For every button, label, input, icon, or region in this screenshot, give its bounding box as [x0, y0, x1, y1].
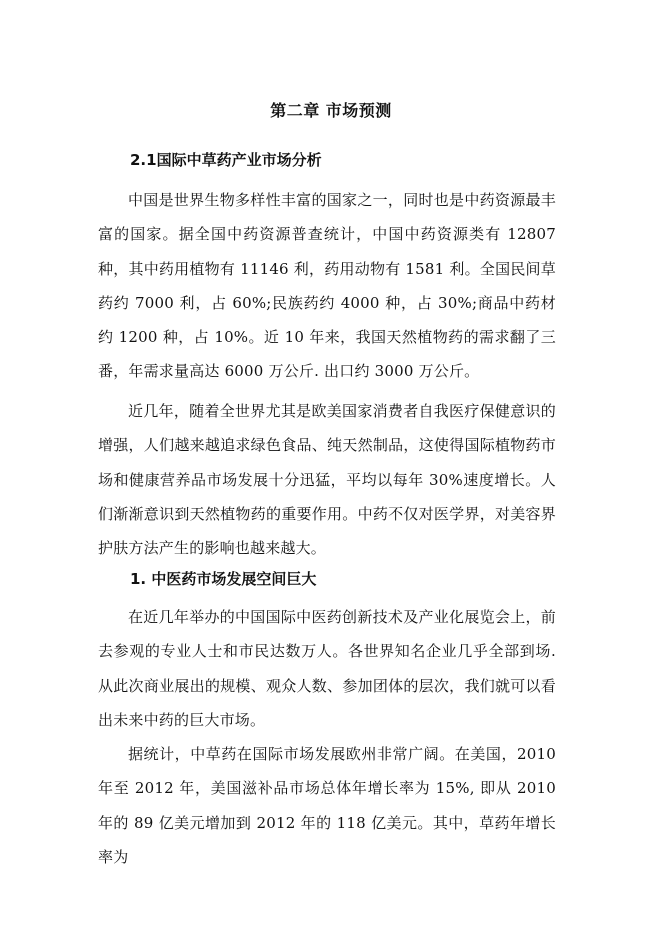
paragraph-statistics: 据统计，中草药在国际市场发展欧州非常广阔。在美国，2010 年至 2012 年，美国滋补品市场总体年增长率为 15%, 即从 2010 年的 89 亿美元增加到 2012 年的 118 亿美元。其中，草药年增长率为 — [98, 745, 556, 866]
chapter-title: 第二章 市场预测 — [270, 101, 392, 120]
paragraph-market-growth: 近几年，随着全世界尤其是欧美国家消费者自我医疗保健意识的增强，人们越来越追求绿色食品、纯天然制品，这使得国际植物药市场和健康营养品市场发展十分迅猛，平均以每年 30%速度增长。人们渐渐意识到天然植物药的重要作用。中药不仅对医学界，对美容界护肤方法产生的影响也越来越大。 — [98, 402, 556, 558]
subsection-title: 1. 中医药市场发展空间巨大 — [130, 570, 317, 588]
paragraph-resources: 中国是世界生物多样性丰富的国家之一，同时也是中药资源最丰富的国家。据全国中药资源普查统计，中国中药资源类有 12807 种，其中药用植物有 11146 利，药用动物有 1581 利。全国民间草药约 7000 利，占 60%;民族药约 4000 种，占 30%;商品中药材约 1200 种，占 10%。近 10 年来，我国天然植物药的需求翻了三番，年需求量高达 6000 万公斤. 出口约 3000 万公斤。 — [98, 191, 556, 381]
section-title: 2.1国际中草药产业市场分析 — [130, 151, 322, 169]
paragraph-expo: 在近几年举办的中国国际中医药创新技术及产业化展览会上，前去参观的专业人士和市民达数万人。各世界知名企业几乎全部到场. 从此次商业展出的规模、观众人数、参加团体的层次，我们就可以看出未来中药的巨大市场。 — [98, 608, 556, 729]
